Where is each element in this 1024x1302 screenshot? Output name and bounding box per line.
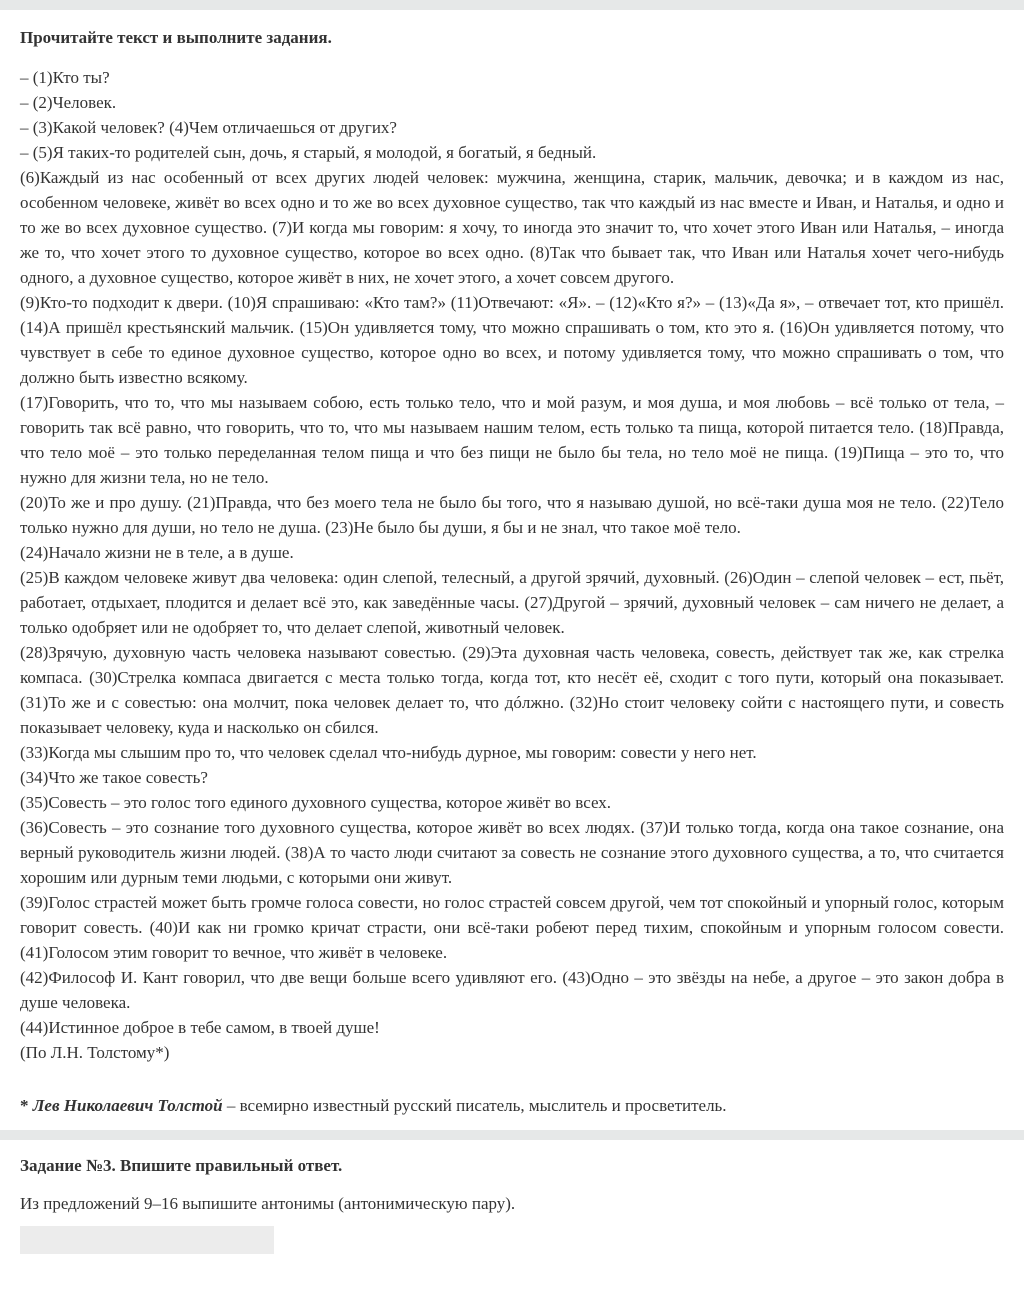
passage-paragraph: (9)Кто-то подходит к двери. (10)Я спрашиваю: «Кто там?» (11)Отвечают: «Я». – (12)«Кто я?» – (13)«Да я», – отвечает тот, кто пришёл. (14)А пришёл крестьянский мальчик. (15)Он удивляется тому, что можно спрашивать о том, кто это я. (16)Он удивляется потому, что чувствует в себе то единое духовное существо, которое одно во всех, и потому удивляется тому, что можно спрашивать о том, что должно быть известно всякому. (20, 293, 1004, 387)
passage-paragraph: (25)В каждом человеке живут два человека: один слепой, телесный, а другой зрячий, духовный. (26)Один – слепой человек – ест, пьёт, работает, отдыхает, плодится и делает всё это, как заведённые часы. (27)Другой – зрячий, духовный человек – сам ничего не делает, а только одобряет или не одобряет то, что делает слепой, животный человек. (20, 568, 1004, 637)
passage-paragraph: (17)Говорить, что то, что мы называем собою, есть только тело, что и мой разум, и моя душа, и моя любовь – всё только от тела, – говорить так всё равно, что говорить, что то, что мы называем нашим телом, есть только та пища, которой питается тело. (18)Правда, что тело моё – это только переделанная телом пища и что без пищи не было бы тела, но тело моё не пища. (19)Пища – это то, что нужно для жизни тела, но не тело. (20, 393, 1004, 487)
footnote-star: * (20, 1096, 33, 1115)
footnote-author-name: Лев Николаевич Толстой (32, 1096, 223, 1115)
passage-paragraph: (20)То же и про душу. (21)Правда, что без моего тела не было бы того, что я называю душой, но всё-таки душа моя не тело. (22)Тело только нужно для души, но тело не душа. (23)Не было бы души, я бы и не знал, что такое моё тело. (20, 493, 1004, 537)
passage-line: – (2)Человек. (20, 93, 117, 112)
passage-paragraph: (33)Когда мы слышим про то, что человек сделал что-нибудь дурное, мы говорим: совести у него нет. (20, 743, 757, 762)
passage-paragraph: (36)Совесть – это сознание того духовного существа, которое живёт во всех людях. (37)И только тогда, когда она такое сознание, она верный руководитель жизни людей. (38)А то часто люди считают за совесть не сознание этого духовного существа, а то, что считается хорошим или дурным теми людьми, с которыми они живут. (20, 818, 1004, 887)
passage-paragraph: (34)Что же такое совесть? (20, 768, 208, 787)
passage-paragraph: (39)Голос страстей может быть громче голоса совести, но голос страстей совсем другой, чем тот спокойный и упорный голос, которым говорит совесть. (40)И как ни громко кричат страсти, они всё-таки робеют перед тихим, спокойным и упорным голосом совести. (41)Голосом этим говорит то вечное, что живёт в человеке. (20, 893, 1004, 962)
passage-paragraph: (24)Начало жизни не в теле, а в душе. (20, 543, 294, 562)
passage-text (20, 65, 1004, 1065)
passage-line: – (5)Я таких-то родителей сын, дочь, я старый, я молодой, я богатый, я бедный. (20, 143, 597, 162)
passage-line: – (1)Кто ты? (20, 68, 110, 87)
section-divider (0, 1130, 1024, 1140)
passage-paragraph: (42)Философ И. Кант говорил, что две вещи больше всего удивляют его. (43)Одно – это звёзды на небе, а другое – это закон добра в душе человека. (20, 968, 1004, 1012)
top-separator (0, 0, 1024, 10)
footnote-description: – всемирно известный русский писатель, мыслитель и просветитель. (222, 1096, 727, 1115)
passage-card (0, 10, 1024, 1118)
passage-source: (По Л.Н. Толстому*) (20, 1043, 170, 1062)
passage-paragraph: (28)Зрячую, духовную часть человека называют совестью. (29)Эта духовная часть человека, совесть, действует так же, как стрелка компаса. (30)Стрелка компаса двигается с места только тогда, когда тот, кто несёт её, сходит с того пути, который она показывает. (31)То же и с совестью: она молчит, пока человек делает то, что дóлжно. (32)Но стоит человеку сойти с настоящего пути, и совесть показывает человеку, куда и насколько он сбился. (20, 643, 1004, 737)
passage-paragraph: (44)Истинное доброе в тебе самом, в твоей душе! (20, 1018, 380, 1037)
task-card (20, 1154, 1004, 1254)
task-instruction: Из предложений 9–16 выпишите антонимы (антонимическую пару). (20, 1194, 516, 1213)
passage-paragraph: (6)Каждый из нас особенный от всех других людей человек: мужчина, женщина, старик, мальчик, девочка; и в каждом из нас, особенном человеке, живёт во всех одно и то же во всех духовное существо, так что каждый из нас вместе и Иван, и Наталья, и одно и то же во всех духовное существо. (7)И когда мы говорим: я хочу, то иногда это значит то, что хочет этого Иван или Наталья, – иногда же то, что хочет этого то духовное существо, которое во всех одно. (8)Так что бывает так, что Иван или Наталья хочет чего-нибудь одного, а духовное существо, которое живёт в них, не хочет этого, а хочет совсем другого. (20, 168, 1004, 287)
task-title: Задание №3. Впишите правильный ответ. (20, 1156, 343, 1175)
passage-line: – (3)Какой человек? (4)Чем отличаешься от других? (20, 118, 397, 137)
answer-input[interactable] (20, 1226, 274, 1254)
passage-heading: Прочитайте текст и выполните задания. (20, 28, 332, 47)
passage-paragraph: (35)Совесть – это голос того единого духовного существа, которое живёт во всех. (20, 793, 612, 812)
footnote (20, 1093, 1004, 1118)
